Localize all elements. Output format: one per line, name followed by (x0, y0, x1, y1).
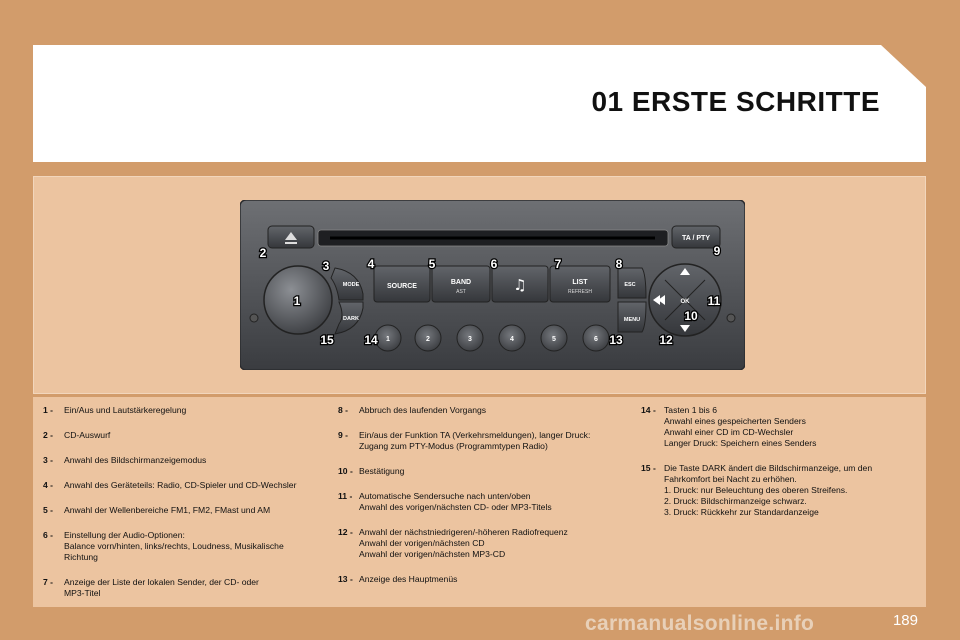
esc-button[interactable] (618, 268, 646, 298)
callout-3: 3 (322, 259, 330, 273)
callout-2: 2 (259, 246, 267, 260)
callout-11: 11 (707, 294, 721, 308)
svg-text:4: 4 (510, 336, 514, 343)
svg-text:DARK: DARK (343, 316, 359, 322)
legend-entry-12: 12 - Anwahl der nächstniedrigeren/-höheren Radiofrequenz Anwahl der vorigen/nächsten CD Anwahl der vorigen/nächsten MP3-CD (338, 527, 568, 559)
legend-entry-7: 7 - Anzeige der Liste der lokalen Sender, der CD- oder MP3-Titel (43, 577, 259, 598)
legend-entry-3: 3 - Anwahl des Bildschirmanzeigemodus (43, 455, 207, 465)
legend-entry-10: 10 - Bestätigung (338, 466, 405, 476)
svg-text:SOURCE: SOURCE (387, 283, 417, 290)
preset-4 (499, 325, 525, 351)
preset-1 (375, 325, 401, 351)
svg-text:LIST: LIST (572, 279, 588, 286)
callout-10: 10 (684, 309, 698, 323)
page-title: 01 ERSTE SCHRITTE (591, 86, 880, 117)
callout-12: 12 (659, 333, 673, 347)
legend-entry-9: 9 - Ein/aus der Funktion TA (Verkehrsmeldungen), langer Druck: Zugang zum PTY-Modus (Programmtypen Radio) (338, 430, 591, 451)
svg-text:AST: AST (456, 289, 466, 295)
legend-panel (33, 397, 926, 607)
list-button[interactable] (550, 266, 610, 302)
svg-text:TA / PTY: TA / PTY (682, 235, 710, 242)
svg-text:2: 2 (426, 336, 430, 343)
callout-13: 13 (609, 333, 623, 347)
callout-14: 14 (364, 333, 378, 347)
svg-text:1: 1 (386, 336, 390, 343)
svg-text:6: 6 (594, 336, 598, 343)
callout-15: 15 (320, 333, 334, 347)
legend-entry-15: 15 - Die Taste DARK ändert die Bildschirmanzeige, um den Fahrkomfort bei Nacht zu erhöhen. 1. Druck: nur Beleuchtung des oberen Streifens. 2. Druck: Bildschirmanzeige schwarz. 3. Druck: Rückkehr zur Standardanzeige (641, 463, 873, 517)
legend-entry-13: 13 - Anzeige des Hauptmenüs (338, 574, 458, 584)
callout-4: 4 (367, 257, 375, 271)
menu-button[interactable] (618, 302, 646, 332)
legend-entry-1: 1 - Ein/Aus und Lautstärkeregelung (43, 405, 187, 415)
legend-entry-11: 11 - Automatische Sendersuche nach unten/oben Anwahl des vorigen/nächsten CD- oder MP3-Titels (338, 491, 552, 512)
svg-text:REFRESH: REFRESH (568, 289, 592, 295)
legend-entry-6: 6 - Einstellung der Audio-Optionen: Balance vorn/hinten, links/rechts, Loudness, Musikalische Richtung (43, 530, 284, 562)
svg-text:3: 3 (468, 336, 472, 343)
watermark: carmanualsonline.info (585, 612, 815, 635)
legend-entry-5: 5 - Anwahl der Wellenbereiche FM1, FM2, FMast und AM (43, 505, 271, 515)
svg-text:ESC: ESC (624, 282, 636, 288)
legend-entry-4: 4 - Anwahl des Geräteteils: Radio, CD-Spieler und CD-Wechsler (43, 480, 297, 490)
callout-8: 8 (615, 257, 623, 271)
legend-entry-2: 2 - CD-Auswurf (43, 430, 111, 440)
preset-5 (541, 325, 567, 351)
svg-text:OK: OK (680, 299, 690, 305)
svg-text:BAND: BAND (450, 279, 472, 286)
source-button[interactable] (374, 266, 430, 302)
legend-entry-14: 14 - Tasten 1 bis 6 Anwahl eines gespeicherten Senders Anwahl einer CD im CD-Wechsler Langer Druck: Speichern eines Senders (641, 405, 817, 448)
legend-column-2 (338, 405, 638, 585)
preset-2 (415, 325, 441, 351)
legend-column-3 (641, 405, 921, 518)
preset-3 (457, 325, 483, 351)
svg-text:MODE: MODE (342, 282, 360, 288)
legend-entry-8: 8 - Abbruch des laufenden Vorgangs (338, 405, 487, 415)
svg-text:5: 5 (552, 336, 556, 343)
audio-options-button[interactable] (492, 266, 548, 302)
callout-9: 9 (713, 244, 721, 258)
legend-column-1 (43, 405, 333, 599)
callout-1: 1 (293, 294, 301, 308)
band-button[interactable] (432, 266, 490, 302)
music-note-icon: ♫ (513, 276, 527, 294)
eject-button[interactable] (268, 226, 314, 248)
svg-text:MENU: MENU (623, 317, 641, 323)
callout-6: 6 (490, 257, 498, 271)
page-number: 189 (892, 612, 918, 629)
radio-illustration (240, 200, 745, 370)
callout-7: 7 (554, 257, 562, 271)
preset-6 (583, 325, 609, 351)
callout-5: 5 (428, 257, 436, 271)
